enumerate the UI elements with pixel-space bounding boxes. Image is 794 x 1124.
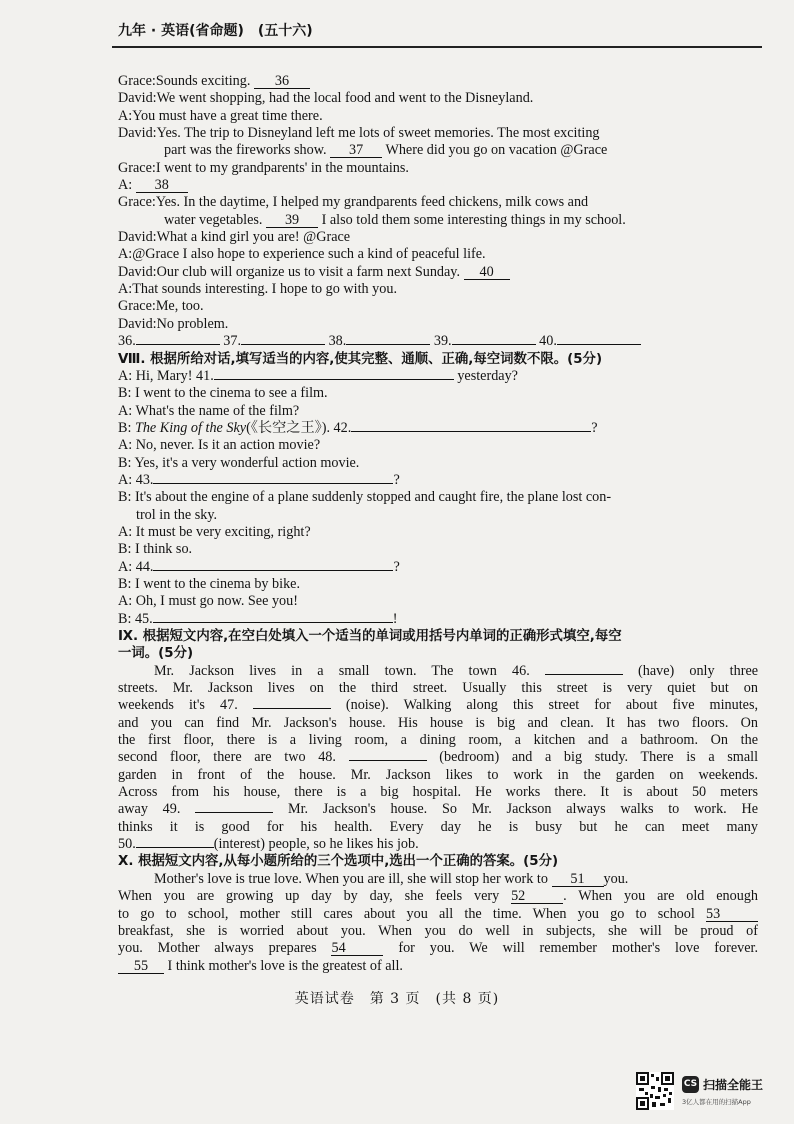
blank-39: 39: [266, 213, 318, 228]
passage-line: breakfast, she is worried about you. When you do well in subjects, she will be proud of: [118, 922, 758, 939]
answer-blank-37[interactable]: [241, 344, 325, 345]
passage-line: [118, 888, 758, 905]
blank-38: 38: [136, 178, 188, 193]
speaker: B:: [118, 489, 132, 506]
speaker: Grace:: [118, 194, 156, 211]
answer-blank-46[interactable]: [545, 674, 623, 675]
speaker: B:: [118, 385, 132, 402]
passage-line: [118, 663, 758, 680]
passage-line: streets. Mr. Jackson lives on the third street. Usually this street is very quiet but on: [118, 680, 758, 697]
dialogue-line: [118, 472, 758, 489]
passage-line: [118, 749, 758, 766]
speaker: A:: [118, 471, 133, 488]
speaker: A:: [118, 107, 133, 124]
section-9-title: Ⅸ. 根据短文内容,在空白处填入一个适当的单词或用括号内单词的正确形式填空,每空: [118, 629, 622, 644]
speaker: A:: [118, 523, 133, 540]
answer-blank-36[interactable]: [136, 344, 220, 345]
answer-num: 37.: [223, 333, 242, 350]
dialogue-line: [118, 298, 758, 315]
speaker: B:: [118, 419, 132, 436]
page-footer: 英语试卷 第 3 页 (共 8 页): [294, 991, 500, 1007]
passage-text: (noise). Walking along this street for about five minutes,: [345, 697, 758, 714]
line-text: Our club will organize us to visit a farm next Sunday.: [156, 263, 461, 280]
passage-line: garden in front of the house. Mr. Jackson likes to work in the garden on weekends.: [118, 766, 758, 783]
passage-line: thinks it is good for his health. Every day he is busy but he can meet many: [118, 818, 758, 835]
answer-blank-45[interactable]: [153, 622, 393, 623]
blank-37: 37: [330, 143, 382, 158]
dialogue-line: [118, 160, 758, 177]
film-title: The King of the Sky: [134, 419, 247, 436]
section-10-title: Ⅹ. 根据短文内容,从每小题所给的三个选项中,选出一个正确的答案。(5分): [118, 854, 559, 870]
line-text: 43.: [135, 471, 154, 488]
answer-blank-43[interactable]: [153, 483, 393, 484]
speaker: A:: [118, 177, 133, 194]
passage-line: and you can find Mr. Jackson's house. His house is big and clean. It has two floors. On: [118, 714, 758, 731]
answer-blank-41[interactable]: [214, 379, 454, 380]
answer-blank-47[interactable]: [253, 708, 331, 709]
answer-blank-40[interactable]: [557, 344, 641, 345]
passage-text: 50.: [118, 836, 136, 853]
line-text: I went to my grandparents' in the mountains.: [155, 159, 409, 176]
answer-num: 39.: [433, 333, 452, 350]
dialogue-line: [118, 246, 758, 263]
line-text: Sounds exciting.: [155, 73, 251, 89]
line-text: What's the name of the film?: [135, 402, 300, 419]
speaker: B:: [118, 541, 132, 558]
exam-content: [118, 73, 758, 975]
passage-text: second floor, there are two 48.: [118, 749, 336, 766]
blank-36: 36: [254, 74, 310, 89]
answer-blank-39[interactable]: [452, 344, 536, 345]
speaker: A:: [118, 246, 133, 263]
passage-text: for you. We will remember mother's love forever.: [398, 940, 758, 957]
passage-text: When you are growing up day by day, she feels very: [118, 888, 500, 905]
line-text: Yes, it's a very wonderful action movie.: [134, 454, 360, 471]
passage-text: you.: [603, 870, 629, 887]
answer-blank-48[interactable]: [349, 760, 427, 761]
passage-text: . When you are old enough: [563, 888, 758, 905]
line-text: Hi, Mary! 41.: [135, 367, 214, 384]
header-rule: [112, 46, 762, 48]
dialogue-line: [118, 611, 758, 628]
speaker: Grace:: [118, 159, 156, 176]
line-text: @Grace I also hope to experience such a kind of peaceful life.: [132, 246, 486, 263]
line-text: It must be very exciting, right?: [135, 523, 311, 540]
qr-code-icon: [636, 1072, 674, 1110]
blank-51: 51: [552, 872, 604, 887]
dialogue-line: [118, 73, 758, 90]
passage-text: (have) only three: [638, 662, 758, 679]
answer-blank-38[interactable]: [346, 344, 430, 345]
dialogue-line: [118, 194, 758, 211]
passage-line: [118, 697, 758, 714]
line-text: Where did you go on vacation @Grace: [385, 142, 608, 159]
blank-54: 54: [331, 941, 383, 956]
speaker: A:: [118, 437, 133, 454]
speaker: A:: [118, 593, 133, 610]
passage-line: [118, 801, 758, 818]
line-text: We went shopping, had the local food and went to the Disneyland.: [156, 90, 534, 107]
answer-line: [118, 333, 758, 350]
answer-blank-44[interactable]: [153, 570, 393, 571]
dialogue-line: [118, 229, 758, 246]
answer-num: 36.: [118, 333, 136, 350]
line-text: No problem.: [156, 315, 229, 332]
passage-text: Mother's love is true love. When you are ill, she will stop her work to: [154, 870, 548, 887]
line-text: trol in the sky.: [136, 506, 218, 523]
passage-text: away 49.: [118, 801, 181, 818]
speaker: A:: [118, 402, 133, 419]
line-text: I went to the cinema by bike.: [134, 575, 301, 592]
dialogue-line: [118, 455, 758, 472]
dialogue-line: [118, 108, 758, 125]
passage-text: Mr. Jackson's house. So Mr. Jackson always walks to work. He: [287, 801, 758, 818]
line-text: part was the fireworks show.: [164, 142, 327, 159]
line-text: No, never. Is it an action movie?: [135, 437, 321, 454]
blank-55: 55: [118, 959, 164, 974]
dialogue-line: [118, 593, 758, 610]
dialogue-line: [118, 541, 758, 558]
section-9-title-cont: 一词。(5分): [118, 646, 194, 662]
dialogue-line: [118, 507, 758, 524]
line-text: I also told them some interesting things in my school.: [321, 211, 626, 228]
dialogue-line: [118, 385, 758, 402]
scanner-app-name: 扫描全能王: [703, 1078, 764, 1092]
passage-line: Across from his house, there is a big hospital. He works there. It is about 50 meters: [118, 784, 758, 801]
dialogue-line: [118, 177, 758, 194]
line-text: 45.: [134, 610, 153, 627]
dialogue-line: [118, 420, 758, 437]
speaker: A:: [118, 558, 133, 575]
passage-line: [118, 836, 758, 853]
section-8-title: Ⅷ. 根据所给对话,填写适当的内容,使其完整、通顺、正确,每空词数不限。(5分): [118, 351, 603, 367]
speaker: David:: [118, 90, 157, 107]
passage-line: the first floor, there is a living room, a dining room, a kitchen and a bathroom. On the: [118, 732, 758, 749]
dialogue-line: [118, 142, 758, 159]
line-text: ?: [393, 471, 400, 488]
dialogue-line: [118, 264, 758, 281]
dialogue-line: [118, 212, 758, 229]
speaker: B:: [118, 610, 132, 627]
speaker: A:: [118, 367, 133, 384]
line-text: Me, too.: [155, 298, 204, 315]
passage-line: [118, 940, 758, 957]
speaker: David:: [118, 315, 157, 332]
passage-line: [118, 906, 758, 923]
dialogue-line: [118, 524, 758, 541]
speaker: Grace:: [118, 73, 156, 89]
speaker: David:: [118, 125, 157, 142]
line-text: It's about the engine of a plane suddenly stopped and caught fire, the plane lost con-: [134, 489, 612, 506]
answer-num: 38.: [328, 333, 347, 350]
camscanner-logo-icon: CS: [682, 1076, 699, 1093]
passage-text: weekends it's 47.: [118, 697, 238, 714]
speaker: B:: [118, 454, 132, 471]
answer-blank-49[interactable]: [195, 812, 273, 813]
film-title-cn: (《长空之王》).: [246, 419, 330, 436]
line-text: ?: [393, 558, 400, 575]
passage-text: I think mother's love is the greatest of all.: [167, 957, 403, 974]
line-text: ?: [591, 419, 598, 436]
blank-52: 52: [511, 889, 563, 904]
blank-40: 40: [464, 265, 510, 280]
speaker: B:: [118, 575, 132, 592]
passage-line: [118, 871, 758, 888]
line-text: 42.: [333, 419, 352, 436]
page-header: 九年 · 英语(省命题) (五十六): [118, 23, 313, 39]
line-text: That sounds interesting. I hope to go with you.: [132, 281, 397, 298]
line-text: Oh, I must go now. See you!: [135, 593, 298, 610]
dialogue-line: [118, 576, 758, 593]
blank-53: 53: [706, 907, 758, 922]
speaker: David:: [118, 229, 157, 246]
line-text: What a kind girl you are! @Grace: [156, 229, 351, 246]
dialogue-line: [118, 437, 758, 454]
passage-line: [118, 958, 758, 975]
dialogue-line: [118, 489, 758, 506]
passage-text: (bedroom) and a big study. There is a small: [439, 749, 758, 766]
answer-blank-50[interactable]: [136, 847, 214, 848]
line-text: I think so.: [134, 541, 193, 558]
line-text: !: [392, 610, 398, 627]
dialogue-line: [118, 316, 758, 333]
line-text: Yes. The trip to Disneyland left me lots of sweet memories. The most exciting: [156, 125, 600, 142]
line-text: water vegetables.: [164, 211, 263, 228]
line-text: Yes. In the daytime, I helped my grandparents feed chickens, milk cows and: [155, 194, 589, 211]
answer-blank-42[interactable]: [351, 431, 591, 432]
dialogue-line: [118, 403, 758, 420]
line-text: You must have a great time there.: [132, 107, 323, 124]
dialogue-line: [118, 559, 758, 576]
passage-text: you. Mother always prepares: [118, 940, 317, 957]
scanner-tagline: 3亿人都在用的扫描App: [682, 1098, 751, 1106]
passage-text: (interest) people, so he likes his job.: [213, 836, 419, 853]
speaker: A:: [118, 281, 133, 298]
line-text: 44.: [135, 558, 154, 575]
speaker: Grace:: [118, 298, 156, 315]
line-text: yesterday?: [457, 367, 518, 384]
dialogue-line: [118, 90, 758, 107]
dialogue-line: [118, 125, 758, 142]
answer-num: 40.: [539, 333, 557, 350]
dialogue-line: [118, 368, 758, 385]
speaker: David:: [118, 263, 157, 280]
line-text: I went to the cinema to see a film.: [134, 385, 328, 402]
passage-text: to go to school, mother still cares about you all the time. When you go to school: [118, 905, 695, 922]
passage-text: Mr. Jackson lives in a small town. The town 46.: [154, 662, 530, 679]
dialogue-line: [118, 281, 758, 298]
